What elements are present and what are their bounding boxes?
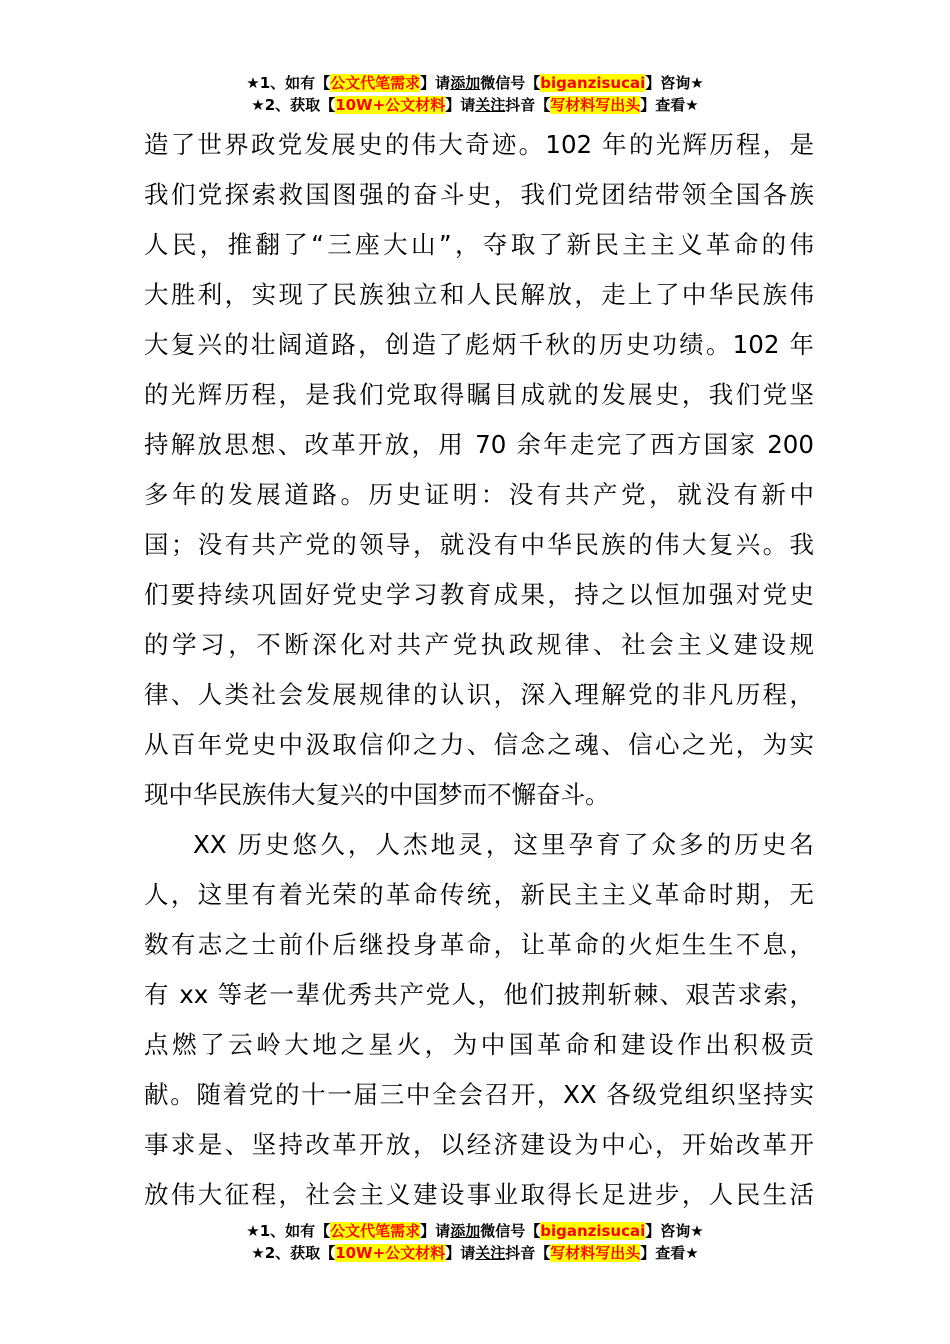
text-line: 我们党探索救国图强的奋斗史，我们党团结带领全国各族 [144, 180, 814, 209]
text-line: 大胜利，实现了民族独立和人民解放，走上了中华民族伟 [144, 280, 814, 309]
banner-text: 】请 [445, 1244, 476, 1262]
highlight-wechat-id: biganzisucai [540, 74, 646, 92]
text-line: 的学习，不断深化对共产党执政规律、社会主义建设规 [144, 630, 814, 659]
text-line: 有 xx 等老一辈优秀共产党人，他们披荆斩棘、艰苦求索， [144, 980, 814, 1009]
footer-banner-line-1 [0, 1220, 950, 1242]
footer-banner-line-2 [0, 1242, 950, 1264]
document-body [144, 120, 814, 1220]
banner-text: 】请 [445, 96, 476, 114]
banner-text: ★2、获取【 [251, 1244, 336, 1262]
text-line: 国；没有共产党的领导，就没有中华民族的伟大复兴。我 [144, 530, 814, 559]
paragraph-2 [144, 820, 814, 1220]
text-line: XX 历史悠久，人杰地灵，这里孕育了众多的历史名 [193, 830, 814, 859]
banner-emphasis: 关注 [475, 1244, 506, 1262]
highlight-douyin-account: 写材料写出头 [550, 96, 641, 114]
text-line: 献。随着党的十一届三中全会召开，XX 各级党组织坚持实 [144, 1080, 814, 1109]
header-banner-line-2 [0, 94, 950, 116]
banner-emphasis: 添加 [450, 1222, 481, 1240]
banner-text: 微信号【 [480, 1222, 541, 1240]
highlight-wechat-id: biganzisucai [540, 1222, 646, 1240]
banner-text: 】查看★ [640, 1244, 699, 1262]
text-line: 的光辉历程，是我们党取得瞩目成就的发展史，我们党坚 [144, 380, 814, 409]
footer-banner [0, 1220, 950, 1264]
highlight-materials: 10W+公文材料 [335, 1244, 446, 1262]
text-line: 律、人类社会发展规律的认识，深入理解党的非凡历程， [144, 680, 814, 709]
text-line: 多年的发展道路。历史证明：没有共产党，就没有新中 [144, 480, 814, 509]
text-line: 人，这里有着光荣的革命传统，新民主主义革命时期，无 [144, 880, 814, 909]
text-line: 现中华民族伟大复兴的中国梦而不懈奋斗。 [144, 780, 610, 809]
text-line: 持解放思想、改革开放，用 70 余年走完了西方国家 200 [144, 430, 814, 459]
banner-text: ★1、如有【 [246, 74, 331, 92]
text-line: 大复兴的壮阔道路，创造了彪炳千秋的历史功绩。102 年 [144, 330, 814, 359]
text-line: 数有志之士前仆后继投身革命，让革命的火炬生生不息， [144, 930, 814, 959]
banner-text: 】咨询★ [645, 1222, 704, 1240]
text-line: 们要持续巩固好党史学习教育成果，持之以恒加强对党史 [144, 580, 814, 609]
banner-text: 】请 [420, 1222, 451, 1240]
text-line: 点燃了云岭大地之星火，为中国革命和建设作出积极贡 [144, 1030, 814, 1059]
header-banner-line-1 [0, 72, 950, 94]
banner-text: 微信号【 [480, 74, 541, 92]
banner-text: ★2、获取【 [251, 96, 336, 114]
banner-emphasis: 添加 [450, 74, 481, 92]
text-line: 事求是、坚持改革开放，以经济建设为中心，开始改革开 [144, 1130, 814, 1159]
text-line: 放伟大征程，社会主义建设事业取得长足进步，人民生活 [144, 1180, 814, 1209]
text-line: 从百年党史中汲取信仰之力、信念之魂、信心之光，为实 [144, 730, 814, 759]
highlight-service: 公文代笔需求 [330, 74, 421, 92]
highlight-douyin-account: 写材料写出头 [550, 1244, 641, 1262]
banner-text: 】查看★ [640, 96, 699, 114]
highlight-service: 公文代笔需求 [330, 1222, 421, 1240]
banner-text: 抖音【 [505, 96, 551, 114]
header-banner [0, 72, 950, 116]
banner-text: 】咨询★ [645, 74, 704, 92]
banner-text: 】请 [420, 74, 451, 92]
text-line: 人民，推翻了“三座大山”，夺取了新民主主义革命的伟 [144, 230, 814, 259]
banner-emphasis: 关注 [475, 96, 506, 114]
banner-text: ★1、如有【 [246, 1222, 331, 1240]
highlight-materials: 10W+公文材料 [335, 96, 446, 114]
text-line: 造了世界政党发展史的伟大奇迹。102 年的光辉历程，是 [144, 130, 814, 159]
banner-text: 抖音【 [505, 1244, 551, 1262]
paragraph-1 [144, 120, 814, 820]
